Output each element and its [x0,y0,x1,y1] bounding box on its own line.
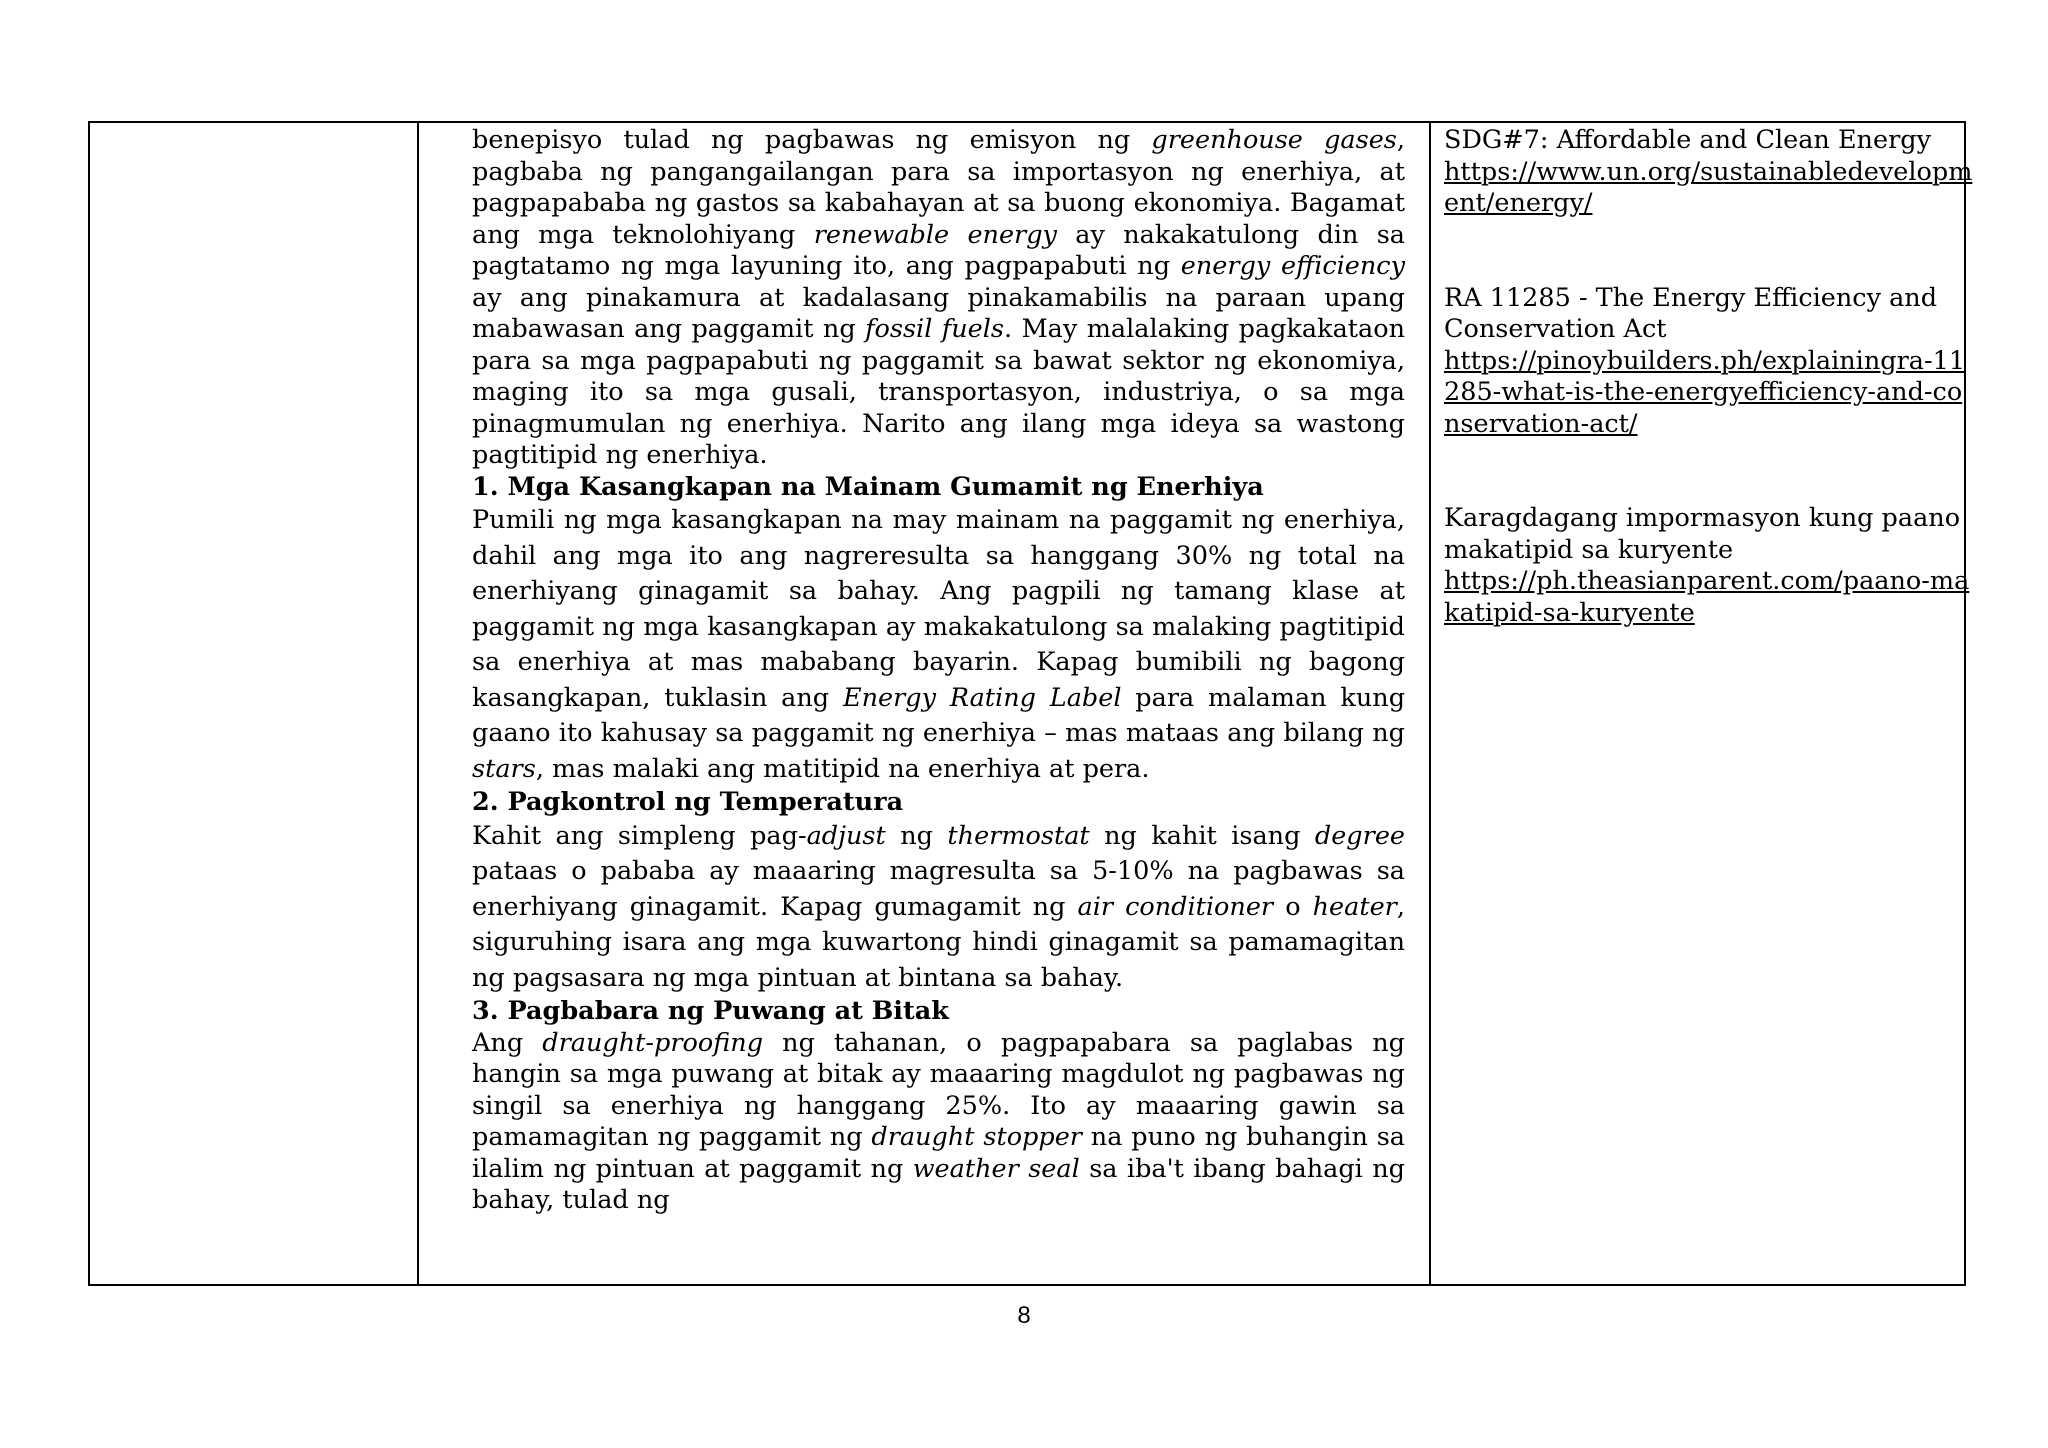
references-list [1444,125,1974,692]
table-column-empty [90,123,419,1284]
reference-title: Karagdagang impormasyon kung paano makatipid sa kuryente [1444,503,1961,565]
reference-ra11285 [1444,283,1974,441]
reference-title: RA 11285 - The Energy Efficiency and Conservation Act [1444,282,1938,344]
reference-link-un[interactable]: https://www.un.org/sustainabledevelopment/energy/ [1444,156,1973,218]
table-column-content [419,123,1431,1284]
section-heading-2: 2. Pagkontrol ng Temperatura [472,787,904,817]
reference-link-theasianparent[interactable]: https://ph.theasianparent.com/paano-makatipid-sa-kuryente [1444,566,1970,628]
section-3-paragraph: Ang draught-proofing ng tahanan, o pagpapabara sa paglabas ng hangin sa mga puwang at bitak ay maaaring magdulot ng pagbawas ng singil sa enerhiya ng hanggang 25%. Ito ay maaaring gawin sa pamamagitan ng paggamit ng draught stopper na puno ng buhangin sa ilalim ng pintuan at paggamit ng weather seal sa iba't ibang bahagi ng bahay, tulad ng [472,1027,1405,1215]
intro-paragraph: benepisyo tulad ng pagbawas ng emisyon ng greenhouse gases, pagbaba ng pangangailangan para sa importasyon ng enerhiya, at pagpapababa ng gastos sa kabahayan at sa buong ekonomiya. Bagamat ang mga teknolohiyang renewable energy ay nakakatulong din sa pagtatamo ng mga layuning ito, ang pagpapabuti ng energy efficiency ay ang pinakamura at kadalasang pinakamabilis na paraan upang mabawasan ang paggamit ng fossil fuels. May malalaking pagkakataon para sa mga pagpapabuti ng paggamit sa bawat sektor ng ekonomiya, maging ito sa mga gusali, transportasyon, industriya, o sa mga pinagmumulan ng enerhiya. Narito ang ilang mga ideya sa wastong pagtitipid ng enerhiya. [472,125,1406,470]
page-number: 8 [1017,1302,1031,1329]
section-1-paragraph: Pumili ng mga kasangkapan na may mainam na paggamit ng enerhiya, dahil ang mga ito ang nagreresulta sa hanggang 30% ng total na enerhiyang ginagamit sa bahay. Ang pagpili ng tamang klase at paggamit ng mga kasangkapan ay makakatulong sa malaking pagtitipid sa enerhiya at mas mababang bayarin. Kapag bumibili ng bagong kasangkapan, tuklasin ang Energy Rating Label para malaman kung gaano ito kahusay sa paggamit ng enerhiya – mas mataas ang bilang ng stars, mas malaki ang matitipid na enerhiya at pera. [472,505,1406,784]
reference-link-pinoybuilders[interactable]: https://pinoybuilders.ph/explainingra-11285-what-is-the-energyefficiency-and-conservation-act/ [1444,345,1966,439]
reference-title: SDG#7: Affordable and Clean Energy [1444,125,1931,155]
section-2-paragraph: Kahit ang simpleng pag-adjust ng thermostat ng kahit isang degree pataas o pababa ay maaaring magresulta sa 5-10% na pagbawas sa enerhiyang ginagamit. Kapag gumagamit ng air conditioner o heater, siguruhing isara ang mga kuwartong hindi ginagamit sa pamamagitan ng pagsasara ng mga pintuan at bintana sa bahay. [472,820,1405,993]
reference-sdg7 [1444,125,1974,220]
reference-kuryente [1444,503,1974,629]
main-text [472,125,1405,1217]
content-table [88,121,1973,1286]
table-column-references [1431,123,1973,1284]
section-heading-1: 1. Mga Kasangkapan na Mainam Gumamit ng Enerhiya [472,471,1264,502]
section-heading-3: 3. Pagbabara ng Puwang at Bitak [472,996,949,1026]
